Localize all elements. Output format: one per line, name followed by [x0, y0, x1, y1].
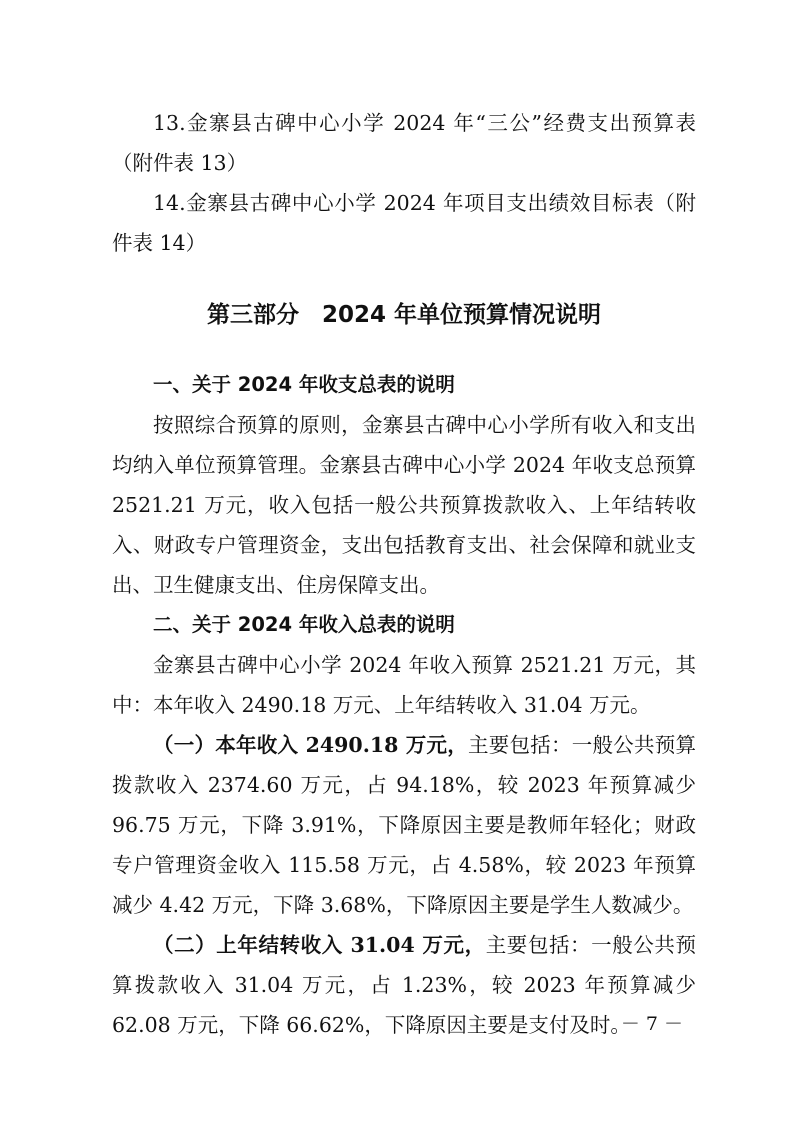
- current-year-income-paragraph: [112, 725, 696, 925]
- carryover-income-lead: （二）上年结转收入 31.04 万元，: [153, 933, 486, 957]
- carryover-income-text: 主要包括：一般公共预算拨款收入 31.04 万元，占 1.23%，较 2023 年预算减少 62.08 万元，下降 66.62%，下降原因主要是支付及时。: [112, 933, 696, 1037]
- carryover-income-paragraph: [112, 925, 696, 1045]
- page-number: － 7 －: [620, 1013, 683, 1035]
- section-heading-2: 二、关于 2024 年收入总表的说明: [153, 613, 455, 636]
- list-item: 13.金寨县古碑中心小学 2024 年“三公”经费支出预算表（附件表 13）: [112, 111, 696, 175]
- section-2-paragraph: 金寨县古碑中心小学 2024 年收入预算 2521.21 万元，其中：本年收入 2490.18 万元、上年结转收入 31.04 万元。: [112, 653, 696, 717]
- page-content: [112, 103, 696, 1045]
- section-title: 第三部分 2024 年单位预算情况说明: [206, 302, 602, 328]
- current-year-income-lead: （一）本年收入 2490.18 万元，: [153, 733, 468, 757]
- current-year-income-text: 主要包括：一般公共预算拨款收入 2374.60 万元，占 94.18%，较 2023 年预算减少 96.75 万元，下降 3.91%，下降原因主要是教师年轻化；财政专户管理资金收入 115.58 万元，占 4.58%，较 2023 年预算减少 4.42 万元，下降 3.68%，下降原因主要是学生人数减少。: [112, 733, 696, 917]
- section-heading-1: 一、关于 2024 年收支总表的说明: [153, 373, 455, 396]
- section-1-paragraph: 按照综合预算的原则，金寨县古碑中心小学所有收入和支出均纳入单位预算管理。金寨县古碑中心小学 2024 年收支总预算 2521.21 万元，收入包括一般公共预算拨款收入、上年结转收入、财政专户管理资金，支出包括教育支出、社会保障和就业支出、卫生健康支出、住房保障支出。: [112, 413, 696, 597]
- list-item: 14.金寨县古碑中心小学 2024 年项目支出绩效目标表（附件表 14）: [112, 191, 696, 255]
